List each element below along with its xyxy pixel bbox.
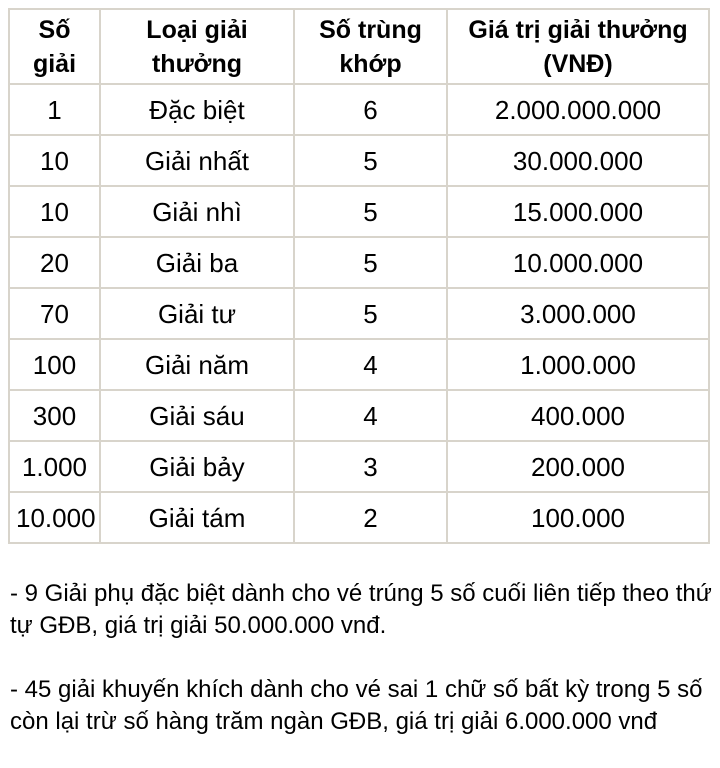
notes-section <box>10 578 712 738</box>
cell-matches: 4 <box>294 390 447 441</box>
cell-value: 1.000.000 <box>447 339 709 390</box>
cell-value: 400.000 <box>447 390 709 441</box>
cell-count: 1.000 <box>9 441 100 492</box>
cell-prize-type: Giải ba <box>100 237 294 288</box>
note-special-sub-prize: - 9 Giải phụ đặc biệt dành cho vé trúng 5 số cuối liên tiếp theo thứ tự GĐB, giá trị giải 50.000.000 vnđ. <box>10 580 712 639</box>
cell-matches: 2 <box>294 492 447 543</box>
cell-matches: 5 <box>294 135 447 186</box>
header-cell-so-giai: Số giải <box>9 9 100 84</box>
table-row <box>9 135 709 186</box>
cell-value: 2.000.000.000 <box>447 84 709 135</box>
table-row <box>9 237 709 288</box>
header-cell-loai-giai-thuong: Loại giải thưởng <box>100 9 294 84</box>
cell-prize-type: Giải tám <box>100 492 294 543</box>
cell-count: 10 <box>9 135 100 186</box>
table-row <box>9 492 709 543</box>
cell-prize-type: Giải tư <box>100 288 294 339</box>
cell-value: 100.000 <box>447 492 709 543</box>
cell-value: 30.000.000 <box>447 135 709 186</box>
cell-matches: 5 <box>294 237 447 288</box>
cell-count: 1 <box>9 84 100 135</box>
table-row <box>9 84 709 135</box>
prize-table <box>8 8 710 544</box>
cell-value: 10.000.000 <box>447 237 709 288</box>
cell-matches: 5 <box>294 288 447 339</box>
cell-matches: 5 <box>294 186 447 237</box>
cell-prize-type: Giải năm <box>100 339 294 390</box>
table-row <box>9 288 709 339</box>
cell-matches: 3 <box>294 441 447 492</box>
header-cell-so-trung-khop: Số trùng khớp <box>294 9 447 84</box>
cell-count: 10.000 <box>9 492 100 543</box>
cell-count: 300 <box>9 390 100 441</box>
table-row <box>9 441 709 492</box>
table-row <box>9 390 709 441</box>
cell-count: 10 <box>9 186 100 237</box>
cell-matches: 6 <box>294 84 447 135</box>
cell-count: 20 <box>9 237 100 288</box>
cell-prize-type: Đặc biệt <box>100 84 294 135</box>
cell-prize-type: Giải nhì <box>100 186 294 237</box>
cell-value: 200.000 <box>447 441 709 492</box>
cell-value: 15.000.000 <box>447 186 709 237</box>
table-row <box>9 339 709 390</box>
cell-prize-type: Giải bảy <box>100 441 294 492</box>
note-consolation-prize: - 45 giải khuyến khích dành cho vé sai 1 chữ số bất kỳ trong 5 số còn lại trừ số hàng trăm ngàn GĐB, giá trị giải 6.000.000 vnđ <box>10 676 703 735</box>
cell-count: 100 <box>9 339 100 390</box>
cell-prize-type: Giải sáu <box>100 390 294 441</box>
cell-count: 70 <box>9 288 100 339</box>
cell-value: 3.000.000 <box>447 288 709 339</box>
header-row <box>9 9 709 84</box>
table-row <box>9 186 709 237</box>
cell-matches: 4 <box>294 339 447 390</box>
cell-prize-type: Giải nhất <box>100 135 294 186</box>
header-cell-gia-tri-giai-thuong: Giá trị giải thưởng (VNĐ) <box>447 9 709 84</box>
